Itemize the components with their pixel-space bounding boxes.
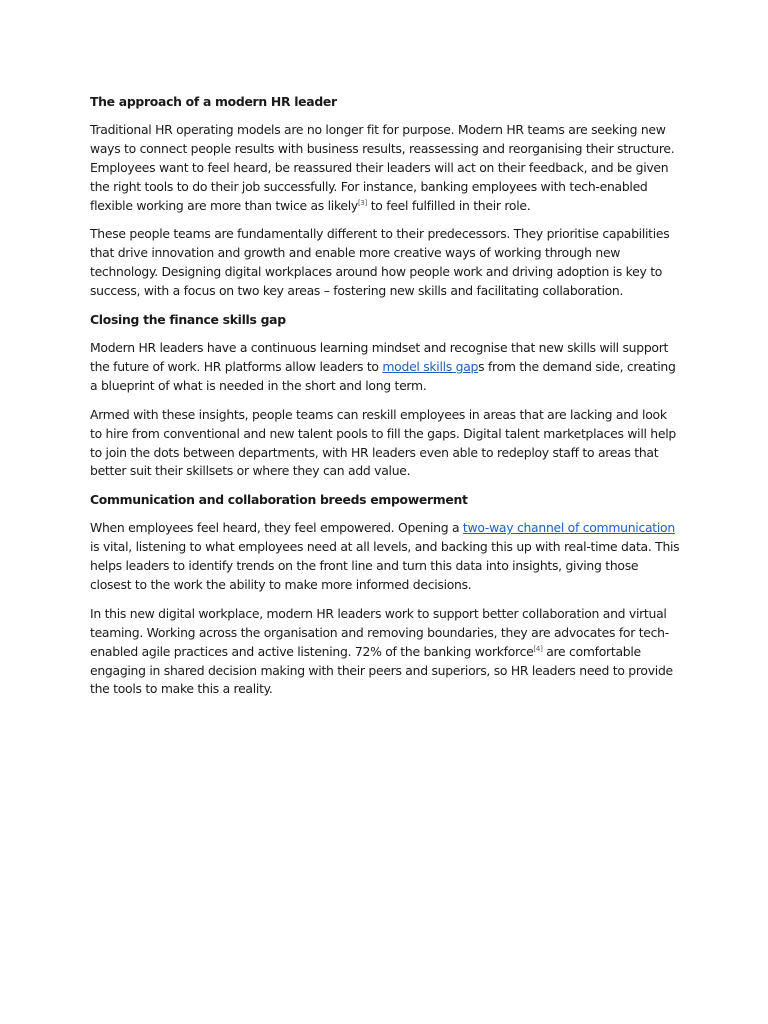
section-heading-approach: The approach of a modern HR leader xyxy=(90,94,337,109)
model-skills-gap-link[interactable]: model skills gap xyxy=(382,358,479,374)
paragraph-text: s from the demand side, creating a blueprint of what is needed in the short and long term. xyxy=(90,358,676,393)
paragraph-digital-workplace xyxy=(90,605,682,700)
paragraph-reskill: Armed with these insights, people teams can reskill employees in areas that are lacking and look to hire from conventional and new talent pools to fill the gaps. Digital talent marketplaces will help to join the dots between departments, with HR leaders even able to redeploy staff to areas that better suit their skillsets or where they can add value. xyxy=(90,406,676,479)
footnote-ref-4[interactable]: [4] xyxy=(533,644,543,653)
paragraph-text: When employees feel heard, they feel empowered. Opening a xyxy=(90,520,463,536)
section-heading-communication: Communication and collaboration breeds empowerment xyxy=(90,492,468,508)
paragraph-traditional-hr xyxy=(90,121,682,216)
paragraph-people-teams: These people teams are fundamentally different to their predecessors. They prioritise capabilities that drive innovation and growth and enable more creative ways of working through new technology. Designing digital workplaces around how people work and driving adoption is key to success, with a focus on two key areas – fostering new skills and facilitating collaboration. xyxy=(90,226,670,299)
paragraph-text: In this new digital workplace, modern HR leaders work to support better collaboration and virtual teaming. Working across the organisation and removing boundaries, they are advocates for tech-enabled agile practices and active listening. 72% of the banking workforce xyxy=(90,605,669,659)
paragraph-text: are comfortable engaging in shared decision making with their peers and superiors, so HR leaders need to provide the tools to make this a reality. xyxy=(90,643,673,697)
paragraph-text: to feel fulfilled in their role. xyxy=(367,197,531,213)
paragraph-continuous-learning xyxy=(90,339,682,396)
paragraph-text: is vital, listening to what employees need at all levels, and backing this up with real-time data. This helps leaders to identify trends on the front line and turn this data into insights, giving those closest to the work the ability to make more informed decisions. xyxy=(90,539,680,592)
section-heading-skills-gap: Closing the finance skills gap xyxy=(90,312,286,328)
paragraph-employees-heard xyxy=(90,519,682,595)
two-way-channel-link[interactable]: two-way channel of communication xyxy=(462,520,675,536)
footnote-ref-3[interactable]: [3] xyxy=(357,198,368,207)
document-body xyxy=(90,93,682,709)
paragraph-text: Traditional HR operating models are no longer fit for purpose. Modern HR teams are seeking new ways to connect people results with business results, reassessing and reorganising their structure. Employees want to feel heard, be reassured their leaders will act on their feedback, and be given the right tools to do their job successfully. For instance, banking employees with tech-enabled flexible working are more than twice as likely xyxy=(90,121,675,213)
paragraph-text: Modern HR leaders have a continuous learning mindset and recognise that new skills will support the future of work. HR platforms allow leaders to xyxy=(90,339,669,374)
